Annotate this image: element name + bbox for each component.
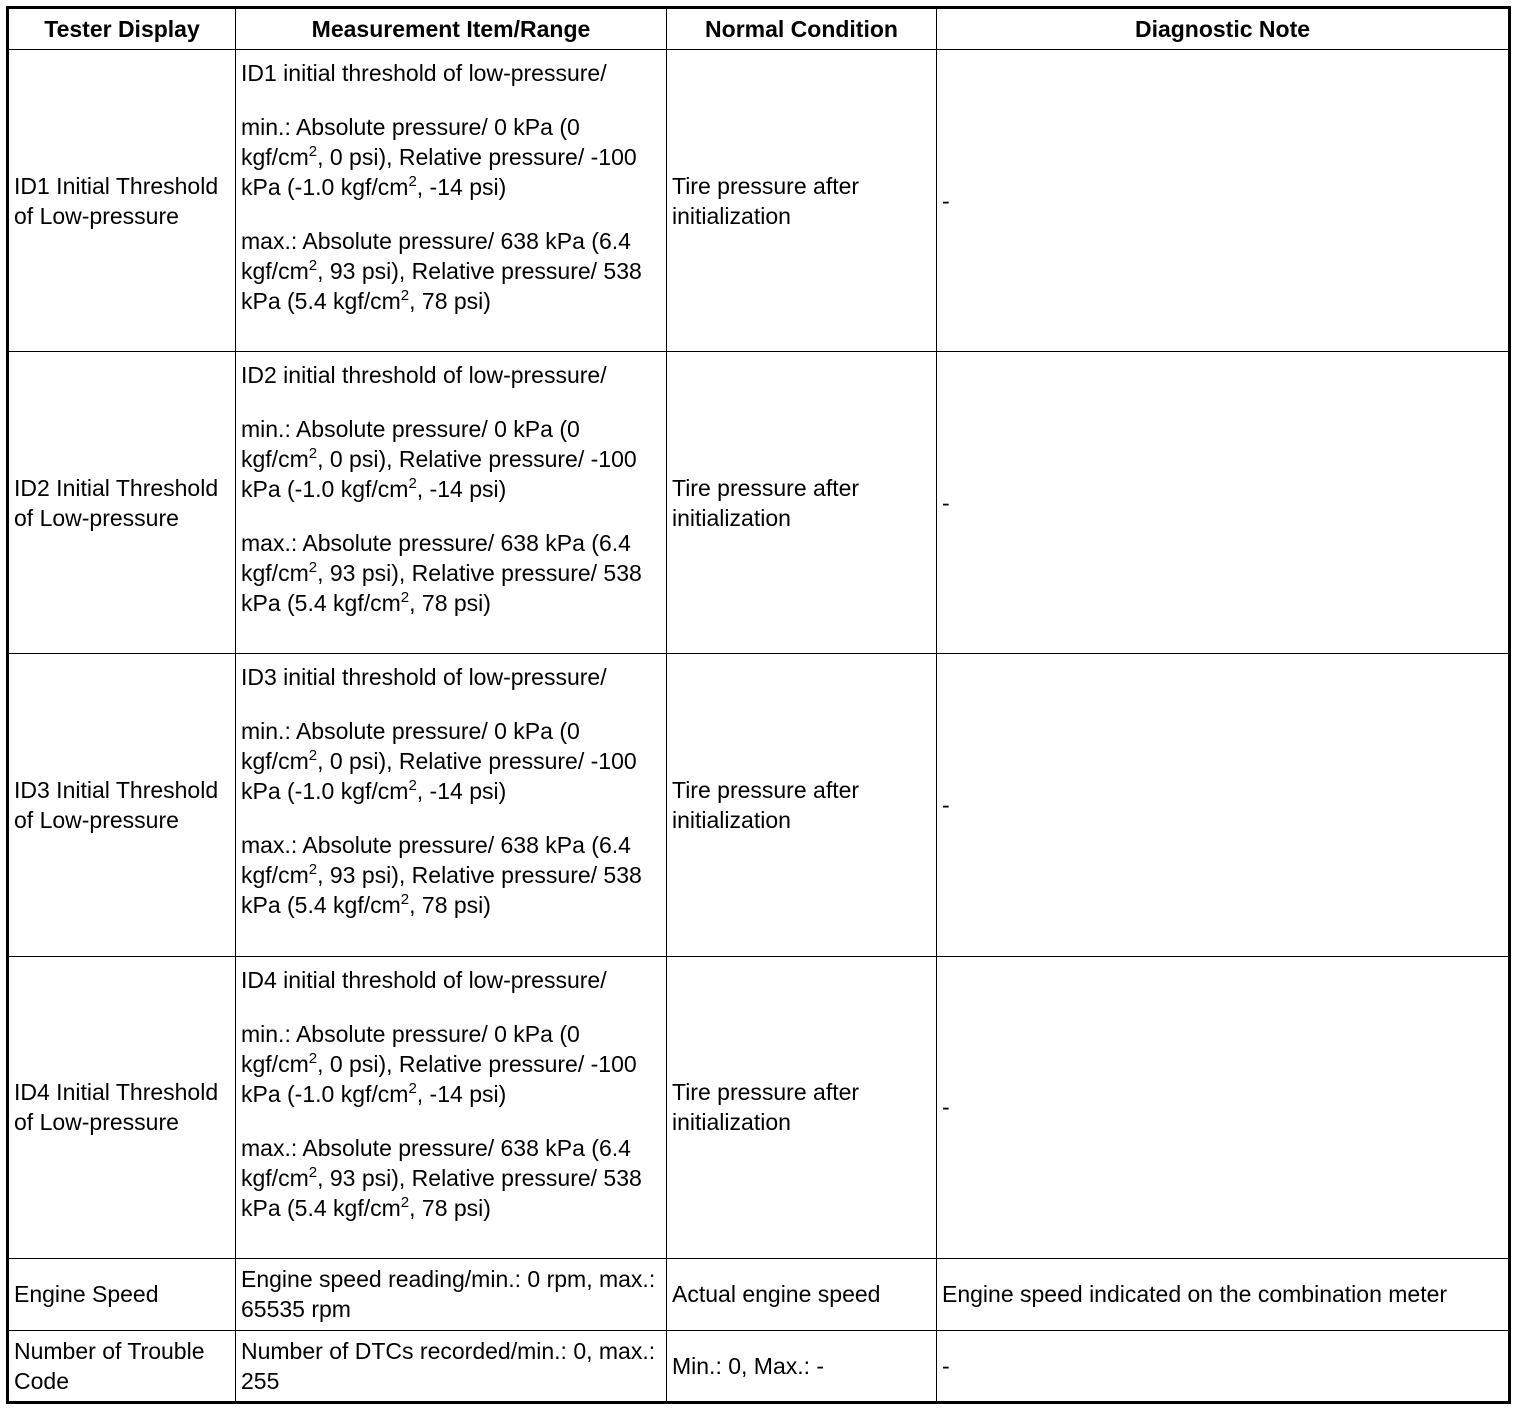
range-max: max.: Absolute pressure/ 638 kPa (6.4 kgf/$cm^2$, 93 psi), Relative pressure/ 538 kPa (5.4 kgf/$cm^2$, 78 psi) bbox=[241, 228, 642, 314]
header-measurement-item-range: Measurement Item/Range bbox=[236, 8, 667, 50]
normal-condition-cell: Tire pressure after initialization bbox=[667, 956, 937, 1258]
range-min: min.: Absolute pressure/ 0 kPa (0 kgf/$cm^2$, 0 psi), Relative pressure/ -100 kPa (-1.0 kgf/$cm^2$, -14 psi) bbox=[241, 416, 637, 503]
normal-condition-cell: Min.: 0, Max.: - bbox=[667, 1330, 937, 1402]
measurement-range-cell: Engine speed reading/min.: 0 rpm, max.: 65535 rpm bbox=[236, 1258, 667, 1330]
table-header-row bbox=[8, 8, 1510, 50]
range-max: max.: Absolute pressure/ 638 kPa (6.4 kgf/$cm^2$, 93 psi), Relative pressure/ 538 kPa (5.4 kgf/$cm^2$, 78 psi) bbox=[241, 1134, 642, 1221]
normal-condition-cell: Tire pressure after initialization bbox=[667, 352, 937, 654]
measurement-range-cell bbox=[236, 956, 667, 1258]
table-row bbox=[8, 352, 1510, 654]
table-row bbox=[8, 1258, 1510, 1330]
tester-display-cell: ID3 Initial Threshold of Low-pressure bbox=[8, 654, 236, 956]
table-row bbox=[8, 956, 1510, 1258]
diagnostic-note-cell: - bbox=[937, 352, 1510, 654]
diagnostic-note-cell: - bbox=[937, 50, 1510, 352]
diagnostic-note-cell: - bbox=[937, 1330, 1510, 1402]
diagnostic-note-cell: Engine speed indicated on the combination meter bbox=[937, 1258, 1510, 1330]
header-normal-condition: Normal Condition bbox=[667, 8, 937, 50]
range-max: max.: Absolute pressure/ 638 kPa (6.4 kgf/$cm^2$, 93 psi), Relative pressure/ 538 kPa (5.4 kgf/$cm^2$, 78 psi) bbox=[241, 530, 642, 617]
measurement-range-cell bbox=[236, 654, 667, 956]
table-row bbox=[8, 50, 1510, 352]
range-max: max.: Absolute pressure/ 638 kPa (6.4 kgf/$cm^2$, 93 psi), Relative pressure/ 538 kPa (5.4 kgf/$cm^2$, 78 psi) bbox=[241, 832, 642, 919]
data-list-table bbox=[6, 6, 1511, 1404]
tester-display-cell: Number of Trouble Code bbox=[8, 1330, 236, 1402]
table-row bbox=[8, 1330, 1510, 1402]
range-title: ID4 initial threshold of low-pressure/ bbox=[241, 966, 607, 993]
tester-display-cell: ID1 Initial Threshold of Low-pressure bbox=[8, 50, 236, 352]
tester-display-cell: ID4 Initial Threshold of Low-pressure bbox=[8, 956, 236, 1258]
diagnostic-note-cell: - bbox=[937, 654, 1510, 956]
normal-condition-cell: Tire pressure after initialization bbox=[667, 654, 937, 956]
range-min: min.: Absolute pressure/ 0 kPa (0 kgf/$cm^2$, 0 psi), Relative pressure/ -100 kPa (-1.0 kgf/$cm^2$, -14 psi) bbox=[241, 114, 637, 200]
header-tester-display: Tester Display bbox=[8, 8, 236, 50]
range-min: min.: Absolute pressure/ 0 kPa (0 kgf/$cm^2$, 0 psi), Relative pressure/ -100 kPa (-1.0 kgf/$cm^2$, -14 psi) bbox=[241, 1020, 637, 1107]
diagnostic-note-cell: - bbox=[937, 956, 1510, 1258]
range-title: ID3 initial threshold of low-pressure/ bbox=[241, 664, 607, 691]
range-min: min.: Absolute pressure/ 0 kPa (0 kgf/$cm^2$, 0 psi), Relative pressure/ -100 kPa (-1.0 kgf/$cm^2$, -14 psi) bbox=[241, 718, 637, 805]
measurement-range-cell bbox=[236, 352, 667, 654]
header-diagnostic-note: Diagnostic Note bbox=[937, 8, 1510, 50]
range-title: ID2 initial threshold of low-pressure/ bbox=[241, 362, 607, 389]
measurement-range-cell: Number of DTCs recorded/min.: 0, max.: 255 bbox=[236, 1330, 667, 1402]
normal-condition-cell: Tire pressure after initialization bbox=[667, 50, 937, 352]
measurement-range-cell bbox=[236, 50, 667, 352]
tester-display-cell: Engine Speed bbox=[8, 1258, 236, 1330]
tester-display-cell: ID2 Initial Threshold of Low-pressure bbox=[8, 352, 236, 654]
range-title: ID1 initial threshold of low-pressure/ bbox=[241, 60, 607, 86]
normal-condition-cell: Actual engine speed bbox=[667, 1258, 937, 1330]
table-row bbox=[8, 654, 1510, 956]
